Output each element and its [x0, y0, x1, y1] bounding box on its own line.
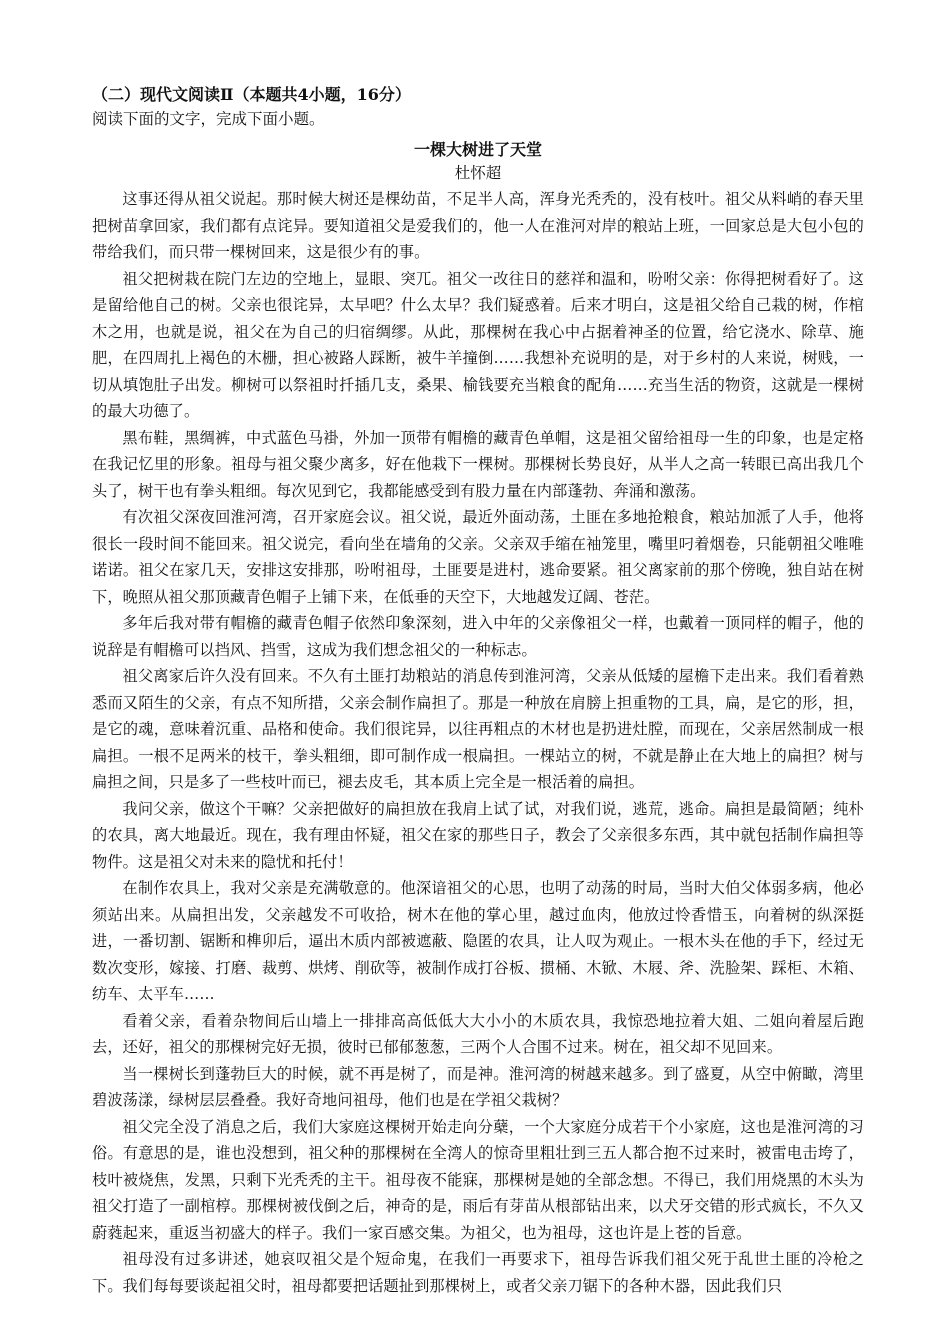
paragraph: 在制作农具上，我对父亲是充满敬意的。他深谙祖父的心思，也明了动荡的时局，当时大伯父体弱多病，他必须站出来。从扁担出发，父亲越发不可收拾，树木在他的掌心里，越过血肉，他放过怜香惜玉，向着树的纵深挺进，一番切割、锯断和榫卯后，逼出木质内部被遮蔽、隐匿的农具，让人叹为观止。一根木头在他的手下，经过无数次变形，嫁接、打磨、裁剪、烘烤、削砍等，被制作成打谷板、掼桶、木锨、木屐、斧、洗脸架、踩柜、木箱、纺车、太平车…… [92, 879, 864, 1003]
paragraph: 祖父离家后许久没有回来。不久有土匪打劫粮站的消息传到淮河湾，父亲从低矮的屋檐下走出来。我们看着熟悉而又陌生的父亲，有点不知所措，父亲会制作扁担了。那是一种放在肩膀上担重物的工具，扁，是它的形，担，是它的魂，意味着沉重、品格和使命。我们很诧异，以往再粗点的木材也是扔进灶膛，而现在，父亲居然制成一根扁担。一根不足两米的枝干，拳头粗细，即可制作成一根扁担。一棵站立的树，不就是静止在大地上的扁担？树与扁担之间，只是多了一些枝叶而已，褪去皮毛，其本质上完全是一根活着的扁担。 [92, 667, 864, 791]
paragraph: 看着父亲，看着杂物间后山墙上一排排高高低低大大小小的木质农具，我惊恐地拉着大姐、二姐向着屋后跑去，还好，祖父的那棵树完好无损，彼时已郁郁葱葱，三两个人合围不过来。树在，祖父却不见回来。 [92, 1011, 864, 1056]
article-body [92, 186, 864, 1299]
section-header: （二）现代文阅读Ⅱ（本题共4小题，16分） [92, 85, 411, 104]
paragraph: 我问父亲，做这个干嘛？父亲把做好的扁担放在我肩上试了试，对我们说，逃荒，逃命。扁担是最简陋；纯朴的农具，离大地最近。现在，我有理由怀疑，祖父在家的那些日子，教会了父亲很多东西，其中就包括制作扁担等物件。这是祖父对未来的隐忧和托付！ [92, 799, 864, 871]
exam-page [92, 84, 864, 1299]
paragraph: 祖父把树栽在院门左边的空地上，显眼、突兀。祖父一改往日的慈祥和温和，吩咐父亲：你得把树看好了。这是留给他自己的树。父亲也很诧异，太早吧？什么太早？我们疑惑着。后来才明白，这是祖父给自己栽的树，作棺木之用，也就是说，祖父在为自己的归宿绸缪。从此，那棵树在我心中占据着神圣的位置，给它浇水、除草、施肥，在四周扎上褐色的木栅，担心被路人踩断，被牛羊撞倒……我想补充说明的是，对于乡村的人来说，树贱，一切从填饱肚子出发。柳树可以祭祖时扦插几支，桑果、榆钱要充当粮食的配角……充当生活的物资，这就是一棵树的最大功德了。 [92, 269, 864, 420]
instruction-text: 阅读下面的文字，完成下面小题。 [92, 110, 325, 128]
paragraph: 有次祖父深夜回淮河湾，召开家庭会议。祖父说，最近外面动荡，土匪在多地抢粮食，粮站加派了人手，他将很长一段时间不能回来。祖父说完，看向坐在墙角的父亲。父亲双手缩在袖笼里，嘴里叼着烟卷，只能朝祖父唯唯诺诺。祖父在家几天，安排这安排那，吩咐祖母，土匪要是进村，逃命要紧。祖父离家前的那个傍晚，独自站在树下，晚照从祖父那顶藏青色帽子上铺下来，在低垂的天空下，大地越发辽阔、苍茫。 [92, 508, 864, 606]
paragraph: 多年后我对带有帽檐的藏青色帽子依然印象深刻，进入中年的父亲像祖父一样，也戴着一顶同样的帽子，他的说辞是有帽檐可以挡风、挡雪，这成为我们想念祖父的一种标志。 [92, 614, 864, 659]
paragraph: 黑布鞋，黑绸裤，中式蓝色马褂，外加一顶带有帽檐的藏青色单帽，这是祖父留给祖母一生的印象，也是定格在我记忆里的形象。祖母与祖父聚少离多，好在他栽下一棵树。那棵树长势良好，从半人之高一转眼已高出我几个头了，树干也有拳头粗细。每次见到它，我都能感受到有股力量在内部蓬勃、奔涌和激荡。 [92, 428, 864, 500]
paragraph: 祖父完全没了消息之后，我们大家庭这棵树开始走向分蘖，一个大家庭分成若干个小家庭，这也是淮河湾的习俗。有意思的是，谁也没想到，祖父种的那棵树在全湾人的惊奇里粗壮到三五人都合抱不过来时，被雷电击垮了，枝叶被烧焦，发黑，只剩下光秃秃的主干。祖母夜不能寐，那棵树是她的全部念想。不得已，我们用烧黑的木头为祖父打造了一副棺椁。那棵树被伐倒之后，神奇的是，雨后有芽苗从根部钻出来，以犬牙交错的形式疯长，不久又蔚蕤起来，重返当初盛大的样子。我们一家百感交集。为祖父，也为祖母，这也许是上苍的旨意。 [92, 1117, 864, 1242]
paragraph: 当一棵树长到蓬勃巨大的时候，就不再是树了，而是神。淮河湾的树越来越多。到了盛夏，从空中俯瞰，湾里碧波荡漾，绿树层层叠叠。我好奇地问祖母，他们也是在学祖父栽树？ [92, 1064, 864, 1109]
paragraph: 这事还得从祖父说起。那时候大树还是棵幼苗，不足半人高，浑身光秃秃的，没有枝叶。祖父从料峭的春天里把树苗拿回家，我们都有点诧异。要知道祖父是爱我们的，他一人在淮河对岸的粮站上班，一回家总是大包小包的带给我们，而只带一棵树回来，这是很少有的事。 [92, 190, 864, 261]
article-title: 一棵大树进了天堂 [413, 140, 542, 159]
paragraph: 祖母没有过多讲述，她哀叹祖父是个短命鬼，在我们一再要求下，祖母告诉我们祖父死于乱世土匪的冷枪之下。我们每每要谈起祖父时，祖母都要把话题扯到那棵树上，或者父亲刀锯下的各种木器，因此我们只 [92, 1250, 864, 1295]
article-author: 杜怀超 [454, 164, 502, 182]
